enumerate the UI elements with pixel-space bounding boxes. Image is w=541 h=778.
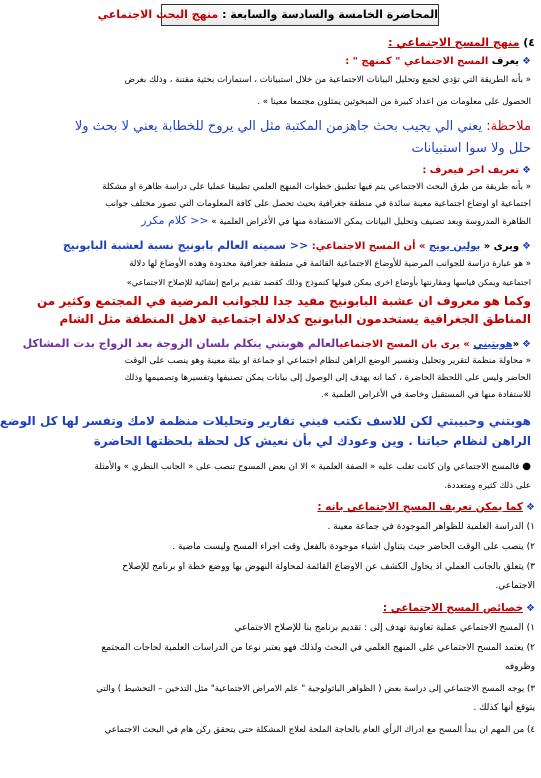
quote-mid: » يرى بان المسح الاجتماعي xyxy=(339,339,474,350)
lecture-topic: منهج البحث الاجتماعي xyxy=(97,8,219,21)
definition-heading xyxy=(65,55,531,68)
note-label: ملاحظة: xyxy=(486,119,531,134)
quote-line: اجتماعية ويمكن قياسها ومقارنتها بأوضاع اخرى يمكن قبولها كنموذج وذلك كقصد تقديم برامج إنشائية للإصلاح الاجتماعي» xyxy=(126,277,531,287)
quote-mid: » أن المسح الاجتماعي: xyxy=(311,241,429,252)
quote-line: « محاولة منظمة لتقرير وتحليل وتفسير الوضع الراهن لنظام اجتماعي او جماعة او بيئة معينة وهو ينصب على الوقت xyxy=(124,356,531,366)
lecture-header xyxy=(97,4,439,26)
lecture-label: المحاضرة الخامسة والسادسة والسابعة : xyxy=(222,8,438,21)
diamond-bullet-icon: ❖ xyxy=(522,165,531,176)
list-item: وظروفه xyxy=(505,662,535,672)
definition-line: « بأنه الطريقة التي تؤدي لجمع وتحليل البيانات الاجتماعية من خلال استبيانات ، استمارات بحثية مقننة ، وذلك بغرض xyxy=(124,75,531,85)
repeat-note: << كلام مكرر xyxy=(141,214,209,227)
bullet-dot-icon: ● xyxy=(522,461,531,472)
definitions-title xyxy=(317,501,535,513)
diamond-bullet-icon: ❖ xyxy=(526,603,535,614)
list-item: الاجتماعي. xyxy=(495,581,535,591)
section-title xyxy=(388,36,535,49)
list-item: ١) المسح الاجتماعي عملية تعاونية تهدف إلى : تقديم برنامج بنا للإصلاح الاجتماعي xyxy=(234,623,535,633)
definition-text: الظاهرة المدروسة وبعد تصنيف وتحليل البيانات يمكن الاستفادة منها في الأغراض العلمية » xyxy=(211,217,531,227)
features-title xyxy=(383,602,535,614)
definition-line xyxy=(65,215,531,228)
list-item: ١) الدراسة العلمية للظواهر الموجودة في جماعة معينة . xyxy=(327,522,535,532)
diamond-bullet-icon: ❖ xyxy=(522,56,531,67)
list-item: ٤) من المهم ان يبدأ المسح مع ادراك الرأي العام بالحاجة الملحة لعلاج المشكلة حتى يتحقق ركن هام في البحث الاجتماعي xyxy=(104,725,535,735)
definition-line: اجتماعية او اوضاع اجتماعية معينة سائدة في منطقة جغرافية بحيث تحصل على كافة المعلومات التي تصور مختلف جوانب xyxy=(105,199,531,209)
list-item: ٢) ينصب على الوقت الحاضر حيث يتناول اشياء موجودة بالفعل وقت اجراء المسح وليست ماضية . xyxy=(172,542,535,552)
summary-line: على ذلك كثيره ومتعددة. xyxy=(444,481,531,491)
definition-line: « بأنه طريقة من طرق البحث الاجتماعي يتم فيها تطبيق خطوات المنهج العلمي تطبيقا عمليا على دراسة ظاهرة او مشكلة xyxy=(102,182,531,192)
section-heading: منهج المسح الاجتماعي : xyxy=(388,36,520,49)
note-line xyxy=(65,118,531,135)
scholar-name: هوبتيني xyxy=(473,339,513,350)
features-heading: خصائص المسح الاجتماعي : xyxy=(382,602,524,614)
definition-lead: يعرف xyxy=(491,56,520,67)
commentary-line: الراهن لنظام حياتنا . وين وعودك لي بأن نعيش كل لحظة بلحظتها الحاضرة xyxy=(93,434,531,448)
scholar-note: << سميته العالم بابونيج نسبة لعشبة البابونيج xyxy=(62,239,309,252)
list-item: ٣) يتعلق بالجانب العملي اذ يحاول الكشف عن الاوضاع القائمة لمحاولة النهوض بها ووضع خطة او برنامج للإصلاح xyxy=(122,562,535,572)
definition-line: الحصول على معلومات من اعداد كبيرة من المبحوثين يمثلون مجتمعا معينا » . xyxy=(257,97,531,107)
commentary-line: هوبتني وحبيبتي لكن للاسف تكتب فيني تقارير وتحليلات منظمة لامك وتفسر لها كل الوضع xyxy=(0,414,531,428)
definition-term: المسح الاجتماعي xyxy=(403,56,489,67)
section-number: ٤) xyxy=(523,36,535,49)
quote-heading xyxy=(62,239,531,254)
quote-line: للاستفادة منها في المستقبل وخاصة في الأغراض العلمية ». xyxy=(320,390,531,400)
quote-line: « هو عبارة دراسة للجوانب المرضية للأوضاع الاجتماعية القائمة في منطقة جغرافية محدودة وهذه الأوضاع لها دلالة xyxy=(129,259,531,269)
definition-tail: " كمنهج " : xyxy=(345,56,401,67)
note-line: حلل ولا سوا استبيانات xyxy=(411,141,531,156)
scholar-note: العالم هوبتني يتكلم بلسان الزوجة بعد الزواج بدت المشاكل xyxy=(22,337,340,350)
diamond-bullet-icon: ❖ xyxy=(526,502,535,513)
commentary-line: المناطق الجغرافية يستخدمون البابونيج كدلالة اجتماعية لاهل المنطقة مثل الشام xyxy=(59,312,531,326)
list-item: يتوقع أنها كذلك . xyxy=(473,703,535,713)
list-item: ٢) يعتمد المسح الاجتماعي على المنهج العلمي في البحث ولذلك فهو يعتبر نوعا من الدراسات العلمية لحاجات المجتمع xyxy=(101,643,535,653)
definition-title: تعريف اخر فيعرف : xyxy=(422,165,520,176)
diamond-bullet-icon: ❖ xyxy=(522,339,531,350)
list-item: ٣) يوجه المسح الاجتماعي إلى دراسة بعض ( الظواهر الباثولوجية " علم الامراض الاجتماعية" مثل التدخين – التحشيط ) والتي xyxy=(96,684,535,694)
summary-text: فالمسح الاجتماعي وان كانت تغلب عليه « الصفة العلمية » الا ان بعض المسوح تنصب على « الجانب النظري » والأمثلة xyxy=(94,462,520,472)
summary-line xyxy=(65,461,531,473)
scholar-name: بولين يونج xyxy=(428,241,481,252)
quote-lead: ويرى « xyxy=(480,241,520,252)
definitions-heading: كما يمكن تعريف المسح الاجتماعي بانه : xyxy=(317,501,524,513)
definition-heading xyxy=(65,164,531,177)
quote-line: الحاضر وليس على اللحظة الحاضرة ، كما انه يهدف إلى الوصول إلى بيانات يمكن تصنيفها وتفسيرها وتصميمها وذلك xyxy=(124,373,531,383)
commentary-line: وكما هو معروف ان عشبة البابونيج مفيد جدا للجوانب المرضية في المجتمع وكثير من xyxy=(36,294,531,308)
diamond-bullet-icon: ❖ xyxy=(522,241,531,252)
quote-heading: ❖«هوبتيني » يرى بان المسح الاجتماعيالعالم هوبتني يتكلم بلسان الزوجة بعد الزواج بدت المشاكل xyxy=(22,337,531,350)
note-text: يعني الي يجيب بحث جاهزمن المكتبة مثل الي يروح للخطابة يعني لا بحث ولا xyxy=(74,119,483,134)
